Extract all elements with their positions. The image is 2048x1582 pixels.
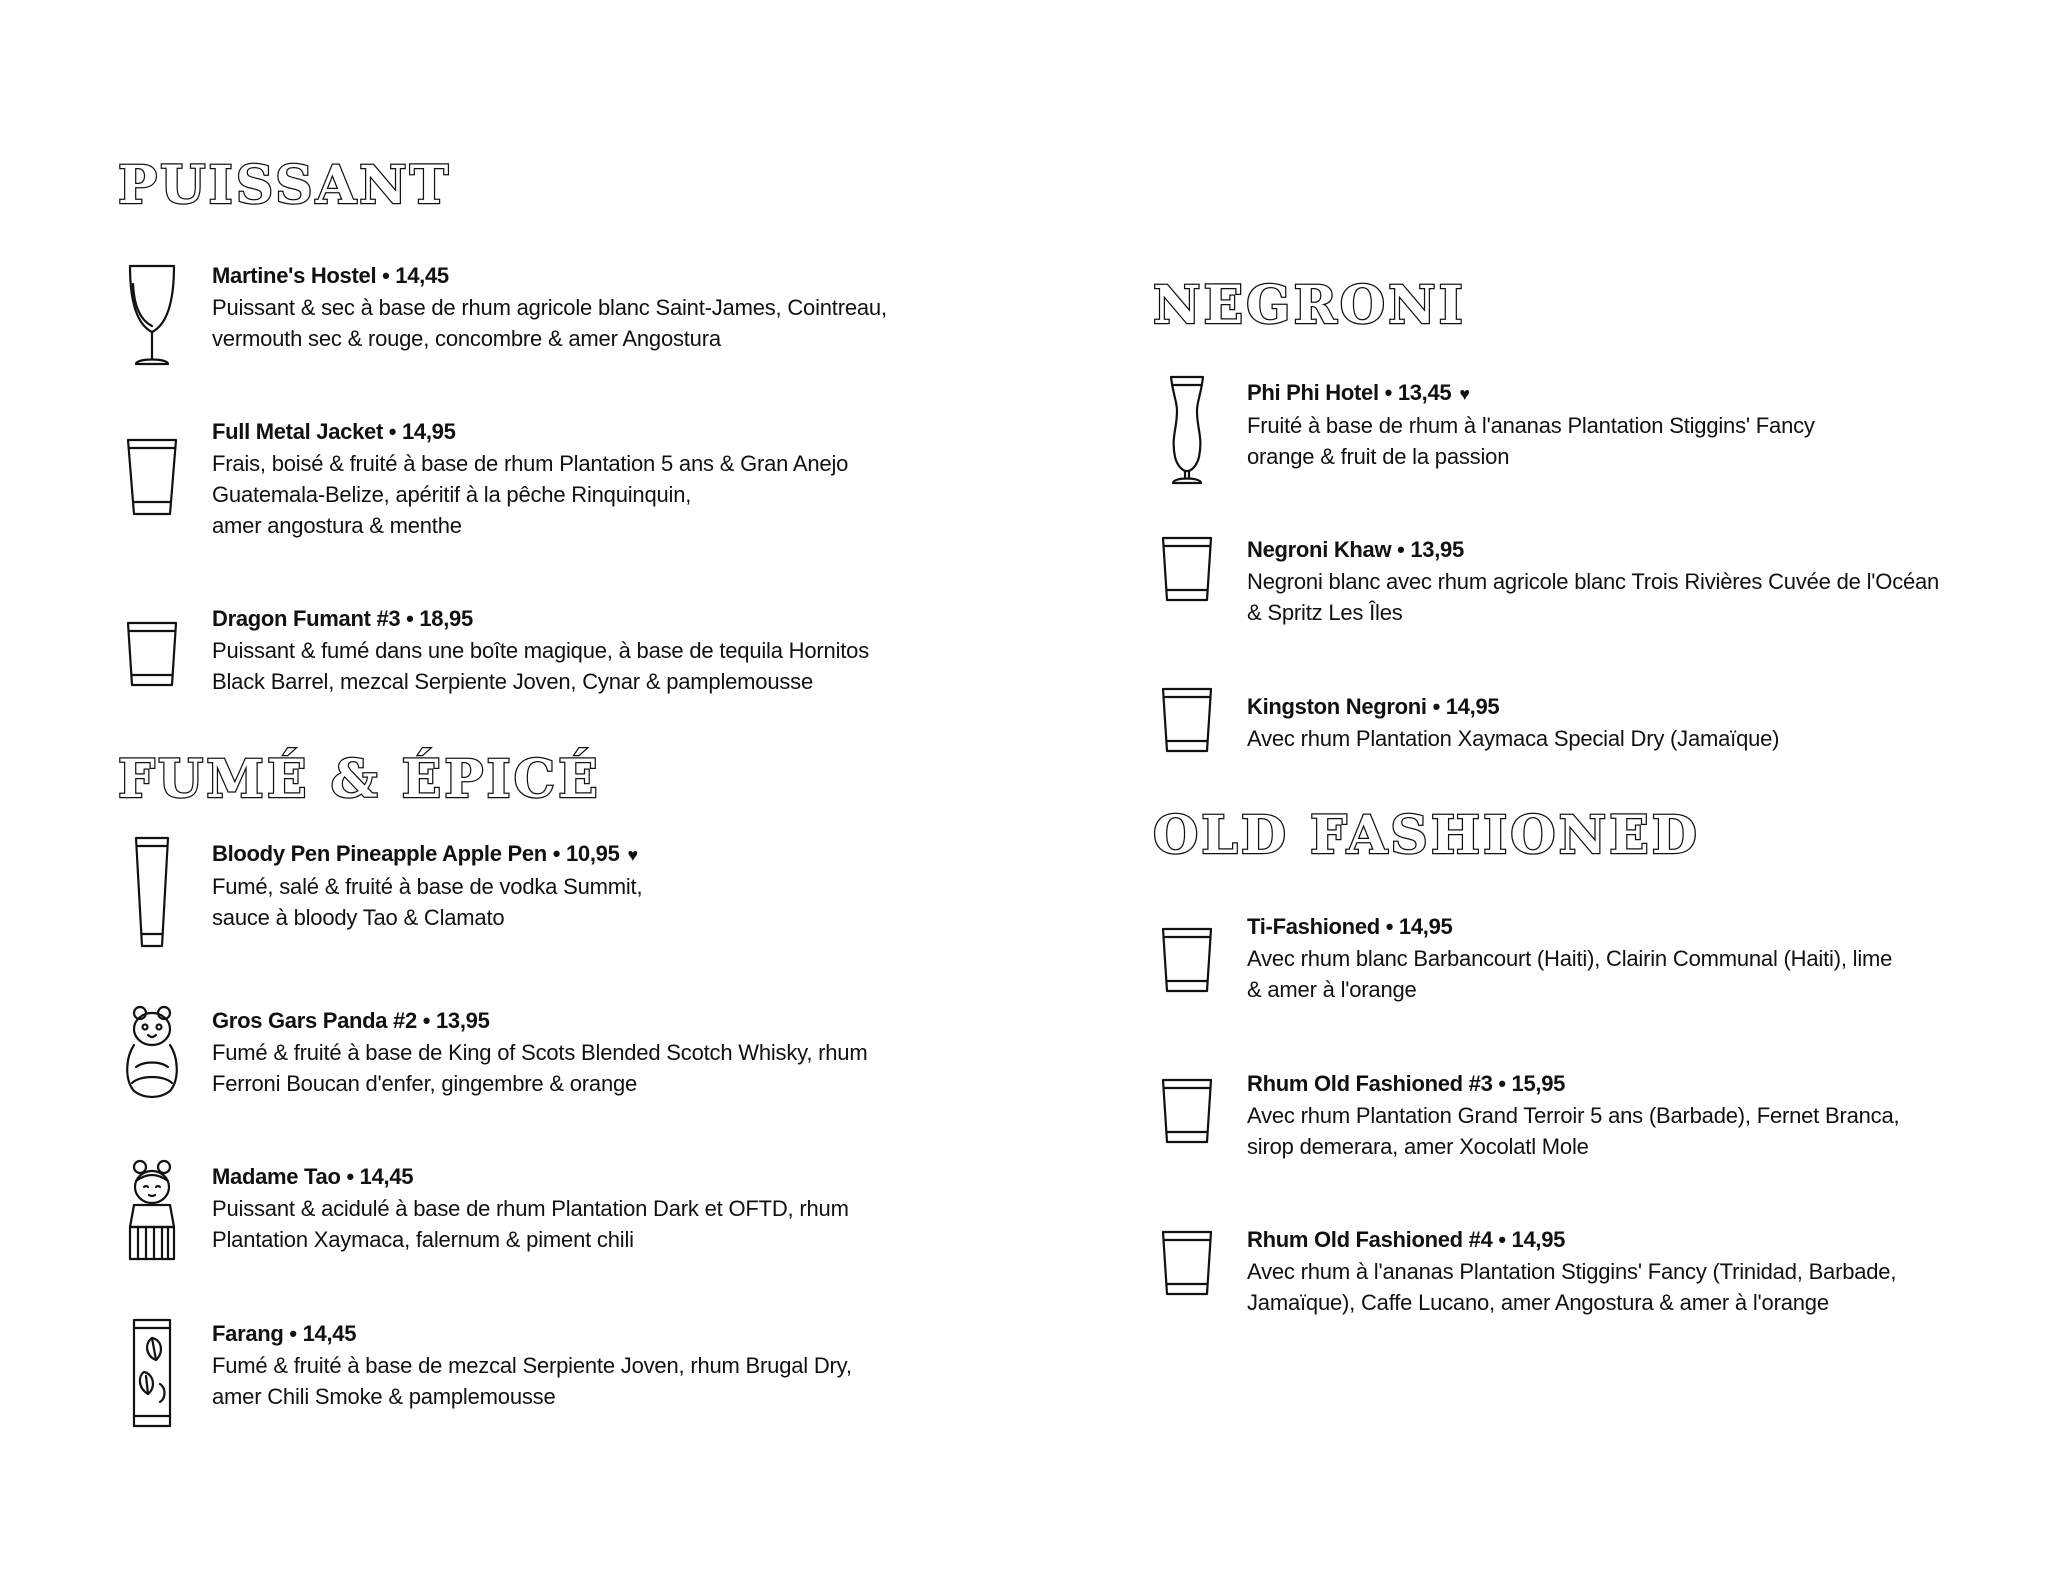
- item-price: 14,45: [302, 1321, 357, 1346]
- item-description: Fumé & fruité à base de mezcal Serpiente Joven, rhum Brugal Dry, amer Chili Smoke & pamplemousse: [212, 1353, 852, 1409]
- item-description: Puissant & sec à base de rhum agricole blanc Saint-James, Cointreau, vermouth sec & rouge, concombre & amer Angostura: [212, 295, 887, 351]
- item-name: Kingston Negroni: [1247, 694, 1427, 719]
- item-description: Negroni blanc avec rhum agricole blanc Trois Rivières Cuvée de l'Océan & Spritz Les Îles: [1247, 569, 1940, 625]
- item-price: 13,95: [1410, 537, 1464, 562]
- item-description: Puissant & fumé dans une boîte magique, à base de tequila Hornitos Black Barrel, mezcal Serpiente Joven, Cynar & pamplemousse: [212, 638, 870, 694]
- item-price: 13,95: [435, 1008, 490, 1033]
- heart-icon: ♥: [1459, 384, 1470, 404]
- item-description: Fumé, salé & fruité à base de vodka Summit, sauce à bloody Tao & Clamato: [212, 874, 643, 930]
- item-description: Avec rhum Plantation Xaymaca Special Dry (Jamaïque): [1247, 726, 1780, 751]
- item-description: Fumé & fruité à base de King of Scots Blended Scotch Whisky, rhum Ferroni Boucan d'enfer, gingembre & orange: [212, 1040, 868, 1096]
- item-name: Gros Gars Panda #2: [212, 1008, 417, 1033]
- section-title-puissant: PUISSANT: [118, 155, 452, 216]
- item-name: Ti-Fashioned: [1247, 914, 1380, 939]
- leaf-glass-icon: [122, 1318, 182, 1428]
- item-description: Avec rhum à l'ananas Plantation Stiggins' Fancy (Trinidad, Barbade, Jamaïque), Caffe Lucano, amer Angostura & amer à l'orange: [1247, 1259, 1897, 1315]
- item-price: 13,45: [1397, 380, 1452, 405]
- price-separator: •: [388, 419, 397, 444]
- panda-mug-icon: [122, 1005, 182, 1115]
- item-price: 14,45: [359, 1164, 414, 1189]
- item-name: Farang: [212, 1321, 284, 1346]
- hurricane-glass-icon: [1157, 377, 1217, 487]
- section-title-negroni: NEGRONI: [1153, 275, 1466, 336]
- price-separator: •: [289, 1321, 297, 1346]
- item-price: 14,95: [1511, 1227, 1566, 1252]
- item-name: Rhum Old Fashioned #3: [1247, 1071, 1493, 1096]
- rocks-glass-icon: [122, 603, 182, 713]
- item-price: 15,95: [1511, 1071, 1566, 1096]
- rocks-glass-icon: [1157, 1068, 1217, 1178]
- rocks-glass-icon: [1157, 534, 1217, 644]
- item-price: 14,95: [1445, 694, 1500, 719]
- rocks-glass-icon: [1157, 691, 1217, 801]
- item-name: Full Metal Jacket: [212, 419, 383, 444]
- price-separator: •: [422, 1008, 431, 1033]
- section-title-old-fashioned: OLD FASHIONED: [1153, 805, 1700, 866]
- item-description: Avec rhum Plantation Grand Terroir 5 ans (Barbade), Fernet Branca, sirop demerara, amer Xocolatl Mole: [1247, 1103, 1900, 1159]
- item-name: Martine's Hostel: [212, 263, 377, 288]
- item-description: Fruité à base de rhum à l'ananas Plantation Stiggins' Fancy orange & fruit de la passion: [1247, 413, 1815, 469]
- item-name: Dragon Fumant #3: [212, 606, 401, 631]
- price-separator: •: [1384, 380, 1392, 405]
- price-separator: •: [406, 606, 414, 631]
- item-name: Bloody Pen Pineapple Apple Pen: [212, 841, 547, 866]
- pint-glass-icon: [122, 416, 182, 526]
- price-separator: •: [552, 841, 561, 866]
- price-separator: •: [1498, 1071, 1506, 1096]
- item-price: 14,45: [395, 263, 449, 288]
- section-title-fume-epice: FUMÉ & ÉPICÉ: [118, 749, 601, 810]
- price-separator: •: [1385, 914, 1394, 939]
- item-price: 10,95: [565, 841, 620, 866]
- item-name: Rhum Old Fashioned #4: [1247, 1227, 1493, 1252]
- price-separator: •: [1432, 694, 1440, 719]
- rocks-glass-icon: [1157, 911, 1217, 1021]
- tall-glass-icon: [122, 838, 182, 948]
- item-price: 18,95: [419, 606, 473, 631]
- lady-mug-icon: [122, 1161, 182, 1271]
- price-separator: •: [382, 263, 390, 288]
- item-description: Avec rhum blanc Barbancourt (Haiti), Clairin Communal (Haiti), lime & amer à l'orange: [1247, 946, 1893, 1002]
- item-name: Madame Tao: [212, 1164, 341, 1189]
- item-description: Puissant & acidulé à base de rhum Plantation Dark et OFTD, rhum Plantation Xaymaca, falernum & piment chili: [212, 1196, 849, 1252]
- item-price: 14,95: [1398, 914, 1453, 939]
- item-price: 14,95: [402, 419, 456, 444]
- heart-icon: ♥: [627, 845, 638, 865]
- wine-glass-icon: [122, 260, 182, 370]
- item-name: Negroni Khaw: [1247, 537, 1392, 562]
- item-name: Phi Phi Hotel: [1247, 380, 1379, 405]
- item-description: Frais, boisé & fruité à base de rhum Plantation 5 ans & Gran Anejo Guatemala-Belize, apéritif à la pêche Rinquinquin, amer angostura & menthe: [212, 451, 849, 538]
- rocks-glass-icon: [1157, 1224, 1217, 1334]
- price-separator: •: [1397, 537, 1405, 562]
- price-separator: •: [346, 1164, 354, 1189]
- price-separator: •: [1498, 1227, 1506, 1252]
